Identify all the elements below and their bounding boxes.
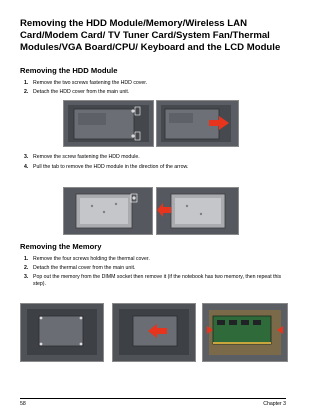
hdd-step-2: [24, 89, 286, 96]
step-number: 3.: [24, 274, 29, 280]
photo-hdd-cover-screws: [63, 100, 154, 147]
photo-thermal-cover-screws: [20, 303, 104, 362]
chapter-label: Chapter 3: [263, 401, 286, 407]
step-number: 2.: [24, 265, 29, 271]
hdd-step-4: [24, 164, 286, 171]
step-number: 4.: [24, 164, 29, 170]
step-text: Pull the tab to remove the HDD module in the direction of the arrow.: [33, 164, 189, 170]
section-heading-memory: Removing the Memory: [20, 242, 102, 251]
step-text: Detach the thermal cover from the main unit.: [33, 265, 136, 271]
photo-hdd-module-pull: [156, 187, 239, 235]
photo-hdd-cover-detach: [156, 100, 239, 147]
step-text: Detach the HDD cover from the main unit.: [33, 89, 130, 95]
step-text: Remove the two screws fastening the HDD cover.: [33, 80, 148, 86]
step-text: Remove the screw fastening the HDD module.: [33, 154, 140, 160]
step-number: 3.: [24, 154, 29, 160]
footer-rule: [20, 398, 286, 399]
hdd-step-1: [24, 80, 286, 87]
memory-step-1: [24, 256, 286, 263]
page-number: 58: [20, 401, 26, 407]
memory-step-3: [24, 274, 286, 287]
step-number: 1.: [24, 80, 29, 86]
page-title: Removing the HDD Module/Memory/Wireless LAN Card/Modem Card/ TV Tuner Card/System Fan/Thermal Modules/VGA Board/CPU/ Keyboard and the LCD Module: [20, 18, 281, 53]
photo-hdd-module-screw: [63, 187, 153, 235]
step-text: Remove the four screws holding the thermal cover.: [33, 256, 150, 262]
section-heading-hdd: Removing the HDD Module: [20, 66, 118, 75]
photo-memory-dimm: [202, 303, 288, 362]
step-number: 1.: [24, 256, 29, 262]
photo-thermal-cover-detach: [112, 303, 196, 362]
memory-step-2: [24, 265, 286, 272]
step-number: 2.: [24, 89, 29, 95]
step-text: Pop out the memory from the DIMM socket then remove it (if the notebook has two memory, then repeat this step).: [33, 274, 282, 287]
hdd-step-3: [24, 154, 286, 161]
